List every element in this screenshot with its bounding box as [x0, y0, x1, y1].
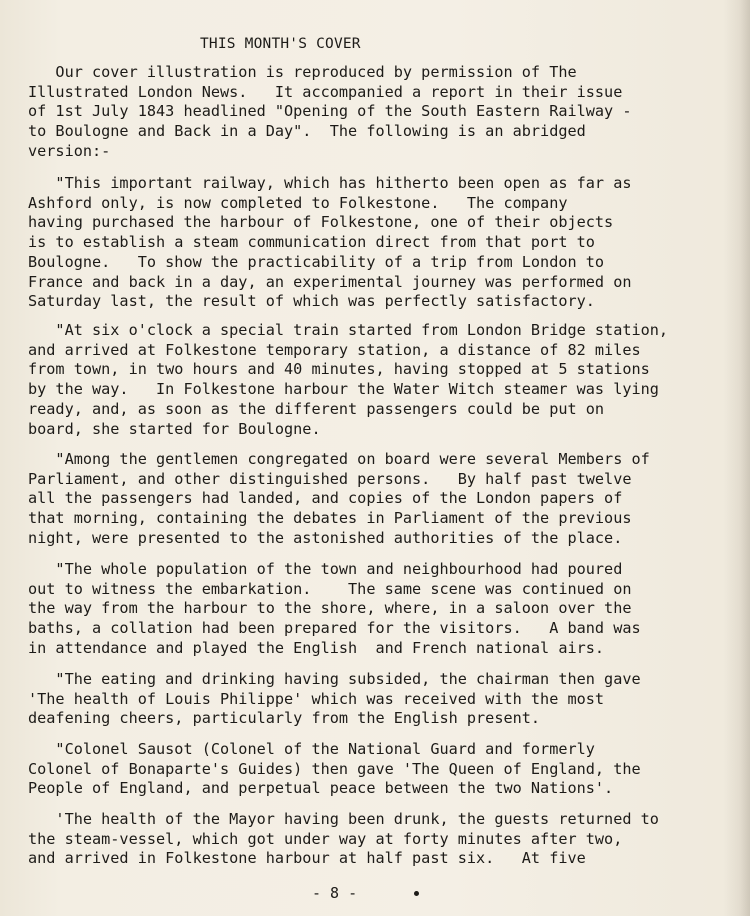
text-line: and arrived in Folkestone harbour at half past six. At five: [28, 849, 586, 868]
text-line: Saturday last, the result of which was perfectly satisfactory.: [28, 292, 595, 311]
text-line: having purchased the harbour of Folkestone, one of their objects: [28, 213, 614, 232]
text-line: Parliament, and other distinguished persons. By half past twelve: [28, 469, 632, 488]
paragraph-colonel: [28, 740, 718, 799]
text-line: "At six o'clock a special train started from London Bridge station,: [28, 321, 669, 339]
page-edge-shadow: [724, 0, 750, 916]
text-line: Ashford only, is now completed to Folkestone. The company: [28, 193, 568, 212]
text-line: in attendance and played the English and French national airs.: [28, 638, 605, 657]
text-line: 'The health of the Mayor having been drunk, the guests returned to: [28, 810, 659, 828]
text-line: ready, and, as soon as the different passengers could be put on: [28, 399, 605, 418]
text-line: and arrived at Folkestone temporary station, a distance of 82 miles: [28, 340, 641, 359]
text-line: out to witness the embarkation. The same scene was continued on: [28, 579, 632, 598]
text-line: baths, a collation had been prepared for the visitors. A band was: [28, 619, 641, 638]
paragraph-gentlemen: [28, 450, 718, 549]
text-line: the steam-vessel, which got under way at forty minutes after two,: [28, 829, 623, 848]
page-title: THIS MONTH'S COVER: [200, 36, 361, 52]
text-line: night, were presented to the astonished authorities of the place.: [28, 528, 623, 547]
paragraph-intro: [28, 63, 718, 162]
text-line: deafening cheers, particularly from the English present.: [28, 709, 541, 728]
text-line: 'The health of Louis Philippe' which was received with the most: [28, 689, 605, 708]
text-line: "Among the gentlemen congregated on board were several Members of: [28, 450, 650, 468]
text-line: version:-: [28, 141, 111, 160]
text-line: "The whole population of the town and neighbourhood had poured: [28, 560, 623, 578]
text-line: "The eating and drinking having subsided, the chairman then gave: [28, 670, 641, 688]
text-line: France and back in a day, an experimental journey was performed on: [28, 272, 632, 291]
text-line: Our cover illustration is reproduced by permission of The: [28, 63, 577, 81]
text-line: "This important railway, which has hitherto been open as far as: [28, 174, 632, 192]
ink-dot-mark: [414, 891, 419, 896]
text-line: of 1st July 1843 headlined "Opening of the South Eastern Railway -: [28, 102, 632, 121]
paragraph-railway: [28, 174, 718, 312]
text-line: from town, in two hours and 40 minutes, having stopped at 5 stations: [28, 360, 650, 379]
text-line: that morning, containing the debates in Parliament of the previous: [28, 509, 632, 528]
text-line: is to establish a steam communication direct from that port to: [28, 233, 595, 252]
text-line: Illustrated London News. It accompanied a report in their issue: [28, 82, 623, 101]
paragraph-population: [28, 560, 718, 659]
paragraph-special-train: [28, 321, 718, 439]
text-line: board, she started for Boulogne.: [28, 419, 321, 438]
text-line: the way from the harbour to the shore, where, in a saloon over the: [28, 599, 632, 618]
text-line: "Colonel Sausot (Colonel of the National Guard and formerly: [28, 740, 595, 758]
text-line: to Boulogne and Back in a Day". The following is an abridged: [28, 122, 586, 141]
paragraph-mayor: [28, 810, 718, 869]
text-line: Colonel of Bonaparte's Guides) then gave 'The Queen of England, the: [28, 759, 641, 778]
text-line: all the passengers had landed, and copies of the London papers of: [28, 489, 623, 508]
text-line: People of England, and perpetual peace between the two Nations'.: [28, 779, 614, 798]
text-line: Boulogne. To show the practicability of a trip from London to: [28, 252, 605, 271]
paragraph-eating: [28, 670, 718, 729]
page-number: - 8 -: [312, 884, 358, 902]
text-line: by the way. In Folkestone harbour the Water Witch steamer was lying: [28, 380, 659, 399]
